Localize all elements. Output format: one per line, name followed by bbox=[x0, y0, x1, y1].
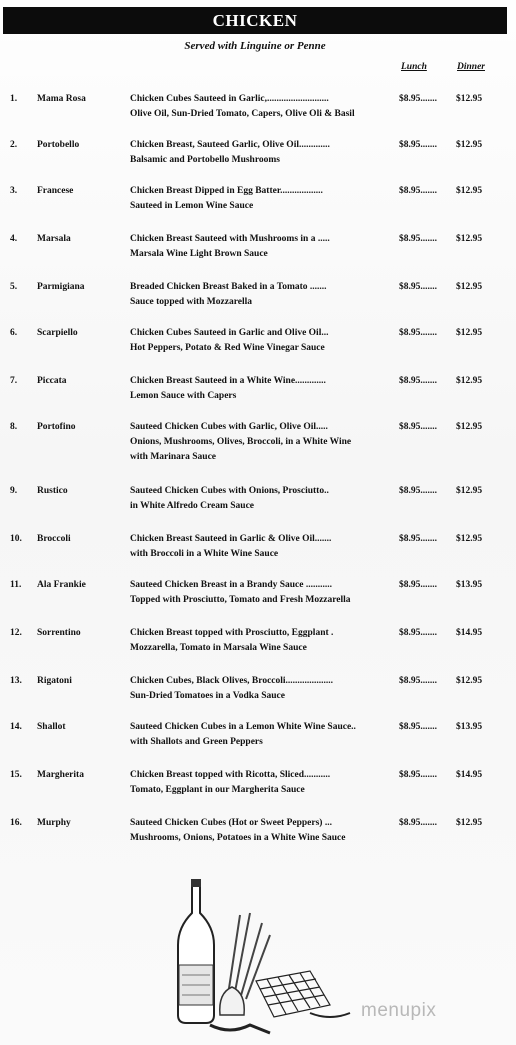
dinner-price: $12.95 bbox=[456, 376, 483, 386]
item-description-line: Chicken Breast Dipped in Egg Batter.................. bbox=[130, 186, 323, 196]
item-description-line: Olive Oil, Sun-Dried Tomato, Capers, Olive Oli & Basil bbox=[130, 109, 355, 119]
lunch-price: $8.95....... bbox=[399, 486, 437, 496]
lunch-price: $8.95....... bbox=[399, 376, 437, 386]
item-description bbox=[130, 816, 430, 846]
item-name: Rustico bbox=[37, 486, 68, 496]
dinner-price: $12.95 bbox=[456, 422, 483, 432]
item-description-line: Chicken Breast, Sauteed Garlic, Olive Oil............. bbox=[130, 140, 330, 150]
item-description-line: Balsamic and Portobello Mushrooms bbox=[130, 155, 280, 165]
dinner-price: $13.95 bbox=[456, 580, 483, 590]
item-number: 10. bbox=[10, 534, 22, 544]
dinner-price: $12.95 bbox=[456, 818, 483, 828]
item-description-line: Chicken Breast Sauteed with Mushrooms in a ..... bbox=[130, 234, 330, 244]
title-bar bbox=[3, 7, 507, 34]
item-number: 7. bbox=[10, 376, 18, 386]
item-description-line: Sauteed Chicken Cubes with Onions, Prosciutto.. bbox=[130, 486, 329, 496]
item-description-line: Topped with Prosciutto, Tomato and Fresh Mozzarella bbox=[130, 595, 351, 605]
item-description-line: Sauteed Chicken Cubes with Garlic, Olive Oil..... bbox=[130, 422, 328, 432]
item-name: Murphy bbox=[37, 818, 71, 828]
item-name: Marsala bbox=[37, 234, 71, 244]
item-description-line: Chicken Cubes, Black Olives, Broccoli.................... bbox=[130, 676, 334, 686]
item-number: 15. bbox=[10, 770, 22, 780]
item-description bbox=[130, 768, 430, 798]
item-description-line: Tomato, Eggplant in our Margherita Sauce bbox=[130, 785, 305, 795]
item-name: Francese bbox=[37, 186, 74, 196]
item-description-line: Hot Peppers, Potato & Red Wine Vinegar Sauce bbox=[130, 343, 325, 353]
lunch-price: $8.95....... bbox=[399, 186, 437, 196]
item-number: 6. bbox=[10, 328, 18, 338]
item-number: 4. bbox=[10, 234, 18, 244]
item-name: Shallot bbox=[37, 722, 66, 732]
item-name: Margherita bbox=[37, 770, 84, 780]
item-number: 12. bbox=[10, 628, 22, 638]
lunch-price: $8.95....... bbox=[399, 580, 437, 590]
item-description bbox=[130, 626, 430, 656]
item-description bbox=[130, 420, 430, 465]
item-description-line: Sauce topped with Mozzarella bbox=[130, 297, 252, 307]
lunch-price: $8.95....... bbox=[399, 676, 437, 686]
item-number: 8. bbox=[10, 422, 18, 432]
item-description bbox=[130, 184, 430, 214]
item-description bbox=[130, 326, 430, 356]
lunch-price: $8.95....... bbox=[399, 534, 437, 544]
lunch-price: $8.95....... bbox=[399, 328, 437, 338]
item-description-line: Sauteed Chicken Cubes (Hot or Sweet Peppers) ... bbox=[130, 818, 332, 828]
item-description-line: with Shallots and Green Peppers bbox=[130, 737, 263, 747]
lunch-price: $8.95....... bbox=[399, 770, 437, 780]
dinner-price: $12.95 bbox=[456, 486, 483, 496]
item-number: 2. bbox=[10, 140, 18, 150]
item-description-line: Chicken Cubes Sauteed in Garlic,.......................... bbox=[130, 94, 329, 104]
item-description bbox=[130, 532, 430, 562]
item-description-line: Chicken Cubes Sauteed in Garlic and Olive Oil... bbox=[130, 328, 329, 338]
item-description-line: Marsala Wine Light Brown Sauce bbox=[130, 249, 268, 259]
item-description bbox=[130, 484, 430, 514]
dinner-price: $12.95 bbox=[456, 676, 483, 686]
item-name: Ala Frankie bbox=[37, 580, 86, 590]
item-description-line: with Marinara Sauce bbox=[130, 452, 217, 462]
item-name: Rigatoni bbox=[37, 676, 72, 686]
item-name: Sorrentino bbox=[37, 628, 81, 638]
item-description bbox=[130, 92, 430, 122]
dinner-price: $14.95 bbox=[456, 628, 483, 638]
item-description-line: Chicken Breast topped with Ricotta, Sliced........... bbox=[130, 770, 331, 780]
dinner-price: $13.95 bbox=[456, 722, 483, 732]
item-name: Parmigiana bbox=[37, 282, 85, 292]
dinner-price: $14.95 bbox=[456, 770, 483, 780]
item-number: 14. bbox=[10, 722, 22, 732]
item-number: 5. bbox=[10, 282, 18, 292]
watermark: menupix bbox=[361, 1000, 437, 1021]
item-description-line: Mushrooms, Onions, Potatoes in a White Wine Sauce bbox=[130, 833, 346, 843]
item-description bbox=[130, 280, 430, 310]
item-number: 3. bbox=[10, 186, 18, 196]
dinner-price: $12.95 bbox=[456, 534, 483, 544]
item-description-line: Sauteed Chicken Cubes in a Lemon White Wine Sauce.. bbox=[130, 722, 356, 732]
dinner-price: $12.95 bbox=[456, 328, 483, 338]
lunch-price: $8.95....... bbox=[399, 94, 437, 104]
item-name: Piccata bbox=[37, 376, 67, 386]
item-description-line: Breaded Chicken Breast Baked in a Tomato ....... bbox=[130, 282, 327, 292]
page-title: CHICKEN bbox=[212, 11, 298, 30]
item-description bbox=[130, 374, 430, 404]
lunch-column-header: Lunch bbox=[401, 62, 427, 72]
item-description bbox=[130, 232, 430, 262]
item-number: 16. bbox=[10, 818, 22, 828]
item-number: 11. bbox=[10, 580, 22, 590]
item-name: Portobello bbox=[37, 140, 80, 150]
item-number: 9. bbox=[10, 486, 18, 496]
dinner-column-header: Dinner bbox=[457, 62, 485, 72]
item-description-line: Lemon Sauce with Capers bbox=[130, 391, 237, 401]
subtitle: Served with Linguine or Penne bbox=[184, 40, 326, 52]
item-name: Portofino bbox=[37, 422, 76, 432]
dinner-price: $12.95 bbox=[456, 186, 483, 196]
item-description bbox=[130, 138, 430, 168]
item-description-line: Onions, Mushrooms, Olives, Broccoli, in a White Wine bbox=[130, 437, 352, 447]
lunch-price: $8.95....... bbox=[399, 818, 437, 828]
item-name: Broccoli bbox=[37, 534, 71, 544]
item-description-line: Chicken Breast Sauteed in a White Wine............. bbox=[130, 376, 326, 386]
dinner-price: $12.95 bbox=[456, 282, 483, 292]
item-name: Scarpiello bbox=[37, 328, 78, 338]
dinner-price: $12.95 bbox=[456, 94, 483, 104]
item-description-line: in White Alfredo Cream Sauce bbox=[130, 501, 255, 511]
item-description bbox=[130, 720, 430, 750]
item-description-line: Chicken Breast topped with Prosciutto, Eggplant . bbox=[130, 628, 334, 638]
wine-bottle-illustration bbox=[170, 875, 370, 1035]
dinner-price: $12.95 bbox=[456, 234, 483, 244]
item-number: 1. bbox=[10, 94, 18, 104]
item-description bbox=[130, 578, 430, 608]
item-description-line: Sun-Dried Tomatoes in a Vodka Sauce bbox=[130, 691, 285, 701]
item-description-line: Sauteed in Lemon Wine Sauce bbox=[130, 201, 254, 211]
item-description-line: Chicken Breast Sauteed in Garlic & Olive Oil....... bbox=[130, 534, 332, 544]
lunch-price: $8.95....... bbox=[399, 422, 437, 432]
lunch-price: $8.95....... bbox=[399, 282, 437, 292]
lunch-price: $8.95....... bbox=[399, 628, 437, 638]
item-description-line: Sauteed Chicken Breast in a Brandy Sauce ........... bbox=[130, 580, 332, 590]
dinner-price: $12.95 bbox=[456, 140, 483, 150]
item-description bbox=[130, 674, 430, 704]
item-description-line: Mozzarella, Tomato in Marsala Wine Sauce bbox=[130, 643, 307, 653]
item-number: 13. bbox=[10, 676, 22, 686]
item-description-line: with Broccoli in a White Wine Sauce bbox=[130, 549, 279, 559]
lunch-price: $8.95....... bbox=[399, 722, 437, 732]
lunch-price: $8.95....... bbox=[399, 234, 437, 244]
item-name: Mama Rosa bbox=[37, 94, 86, 104]
lunch-price: $8.95....... bbox=[399, 140, 437, 150]
